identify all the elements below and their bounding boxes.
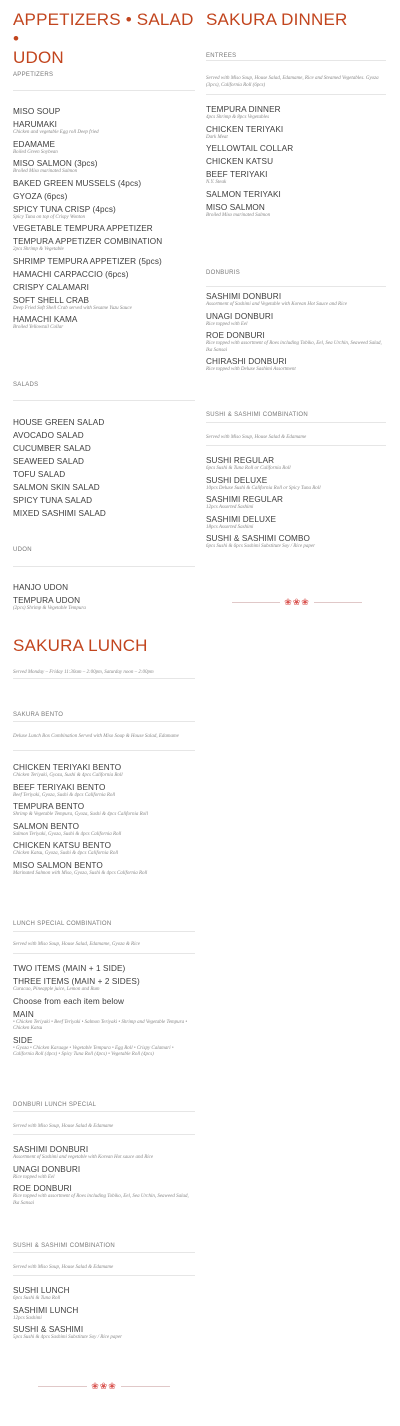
menu-item	[13, 1286, 195, 1303]
lunch-divider	[38, 1381, 170, 1391]
menu-item	[13, 315, 195, 332]
menu-item-name: CHICKEN TERIYAKI BENTO	[13, 763, 122, 772]
menu-item-name: SASHIMI DELUXE	[206, 514, 277, 524]
menu-item-name: SOFT SHELL CRAB	[13, 295, 90, 305]
menu-item	[13, 861, 195, 878]
menu-item	[206, 144, 386, 154]
menu-item-name: SUSHI LUNCH	[13, 1286, 70, 1295]
menu-item-description: Chicken Teriyaki, Gyoza, Sushi & 4pcs California Roll	[13, 773, 123, 778]
menu-item-name: MISO SALMON	[206, 202, 265, 212]
combo-rule-bottom	[206, 445, 386, 446]
menu-item-description: 6pcs Sushi & Tuna Roll or California Roll	[206, 466, 291, 471]
menu-item-name: CHICKEN KATSU BENTO	[13, 841, 112, 850]
menu-item	[13, 470, 195, 480]
menu-item-description: Curacao, Pineapple juice, Lemon and Rum	[13, 987, 100, 992]
combo-rule-top	[206, 422, 386, 423]
menu-item-description: Shrimp & Vegetable Tempura, Gyoza, Sushi & 4pcs California Roll	[13, 812, 148, 817]
menu-item-description: 6pcs Sushi & Tuna Roll	[13, 1296, 61, 1301]
special-list	[13, 964, 195, 1062]
menu-item	[13, 1325, 195, 1342]
menu-item	[13, 763, 195, 780]
menu-item-description: Rice topped with assortment of Roes including Tobiko, Eel, Sea Urchin, Seaweed Salad, Ika Sansai	[13, 1194, 189, 1206]
menu-item-description: Dark Meat	[206, 134, 228, 140]
menu-item	[13, 237, 195, 254]
menu-item-name: BEEF TERIYAKI BENTO	[13, 782, 106, 792]
menu-item	[13, 509, 195, 519]
menu-item-description: Broiled Yellowtail Collar	[13, 325, 64, 330]
menu-item-name: UNAGI DONBURI	[13, 1164, 81, 1174]
menu-item	[13, 270, 195, 280]
menu-item-name: THREE ITEMS (MAIN + 2 SIDES)	[13, 977, 140, 986]
menu-item-name: TOFU SALAD	[13, 470, 66, 479]
menu-item-name: ROE DONBURI	[206, 331, 265, 340]
menu-item	[13, 1036, 195, 1059]
menu-item	[13, 431, 195, 441]
menu-item-name: SUSHI & SASHIMI	[13, 1325, 84, 1334]
menu-item-name: CUCUMBER SALAD	[13, 444, 91, 453]
donburis-rule	[206, 286, 386, 287]
menu-item-name: SPICY TUNA SALAD	[13, 496, 93, 505]
menu-item	[13, 1145, 195, 1162]
menu-item-name: Choose from each item below	[13, 996, 125, 1006]
menu-item	[13, 822, 195, 839]
donburi-lunch-desc: Served with Miso Soup, House Salad & Edamame	[13, 1124, 114, 1129]
menu-item-description: Rice topped with Eel	[206, 321, 248, 327]
bento-rule-bottom	[13, 750, 195, 751]
menu-item-name: SHRIMP TEMPURA APPETIZER (5pcs)	[13, 256, 162, 266]
menu-item-name: TEMPURA APPETIZER COMBINATION	[13, 237, 163, 246]
menu-item-description: Broiled Miso marinated Salmon	[13, 169, 78, 174]
menu-item-description: Deep Fried Soft Shell Crab served with Sesame Yuzu Sauce	[13, 305, 132, 311]
menu-item-description: Broiled Miso marinated Salmon	[206, 212, 271, 218]
menu-item-name: SASHIMI DONBURI	[206, 292, 282, 301]
menu-item	[13, 1165, 195, 1182]
menu-item-description: Marinated Salmon with Miso, Gyoza, Sushi & 4pcs California Roll	[13, 870, 148, 876]
special-rule-bottom	[13, 953, 195, 954]
menu-item-description: (2pcs) Shrimp & Vegetable Tempura	[13, 606, 86, 611]
menu-item-name: TWO ITEMS (MAIN + 1 SIDE)	[13, 964, 126, 973]
salad-list	[13, 418, 195, 522]
menu-item-name: HAMACHI KAMA	[13, 315, 78, 324]
entrees-rule-bottom	[206, 94, 386, 95]
menu-item	[13, 192, 195, 202]
menu-item	[206, 157, 386, 167]
menu-item	[13, 444, 195, 454]
menu-item-description: 10pcs Deluxe Sushi & California Roll or Spicy Tuna Roll	[206, 485, 321, 491]
menu-item-name: SIDE	[13, 1035, 33, 1045]
menu-item-description: • Gyoza • Chicken Karaage • Vegetable Tempura • Egg Roll • Crispy Calamari • California Roll (4pcs) • Spicy Tuna Roll (4pcs) • Vegetable Roll (4pcs)	[13, 1045, 174, 1057]
combo-list	[206, 456, 386, 554]
flower-ornament-icon: ❀❀❀	[284, 597, 310, 607]
menu-item	[13, 783, 195, 800]
menu-item-name: AVOCADO SALAD	[13, 431, 84, 440]
special-desc: Served with Miso Soup, House Salad, Edamame, Gyoza & Rice	[13, 942, 140, 947]
menu-item	[206, 456, 386, 473]
menu-item-name: MISO SALMON BENTO	[13, 860, 103, 870]
menu-item-description: • Chicken Teriyaki • Beef Teriyaki • Salmon Teriyaki • Shrimp and Vegetable Tempura • Chicken Katsu	[13, 1019, 188, 1031]
menu-item-name: HAMACHI CARPACCIO (6pcs)	[13, 269, 129, 279]
menu-item	[206, 534, 386, 551]
menu-item	[13, 802, 195, 819]
menu-item-description: 4pcs Shrimp & 8pcs Vegetables	[206, 115, 270, 120]
lunch-rule	[13, 678, 195, 679]
special-label: LUNCH SPECIAL COMBINATION	[13, 921, 112, 927]
menu-item	[13, 224, 195, 234]
menu-item	[206, 357, 386, 374]
salads-label: SALADS	[13, 382, 39, 388]
appetizer-list	[13, 107, 195, 335]
menu-item	[13, 977, 195, 994]
menu-item-description: N.Y. Steak	[206, 180, 227, 185]
menu-item	[206, 495, 386, 512]
menu-item-description: 18pcs Assorted Sashimi	[206, 524, 254, 530]
menu-item	[13, 283, 195, 293]
menu-item-description: Spicy Tuna on top of Crispy Wonton	[13, 214, 86, 220]
dinner-title: SAKURA DINNER	[206, 10, 348, 29]
menu-item-name: SEAWEED SALAD	[13, 457, 85, 466]
menu-item-name: VEGETABLE TEMPURA APPETIZER	[13, 224, 153, 233]
menu-item	[13, 1010, 195, 1033]
menu-item-description: 2pcs Shrimp & Vegetable	[13, 247, 64, 252]
menu-item	[13, 496, 195, 506]
menu-item	[13, 159, 195, 176]
donburi-lunch-rule-top	[13, 1111, 195, 1112]
salads-rule	[13, 400, 195, 401]
menu-item	[206, 190, 386, 200]
menu-item	[206, 515, 386, 532]
menu-item-description: Assortment of Sashimi and Vegetable with Korean Hot Sauce and Rice	[206, 302, 347, 307]
menu-item	[206, 331, 386, 354]
menu-item	[13, 107, 195, 117]
appetizers-title-line1: APPETIZERS • SALAD •	[13, 10, 194, 48]
appetizers-rule	[13, 90, 195, 91]
menu-item	[13, 596, 195, 613]
entree-list	[206, 105, 386, 222]
menu-item-description: Beef Teriyaki, Gyoza, Sushi & 4pcs California Roll	[13, 792, 116, 798]
donburi-lunch-label: DONBURI LUNCH SPECIAL	[13, 1102, 97, 1108]
dinner-divider	[232, 597, 362, 607]
combo-lunch-list	[13, 1286, 195, 1345]
menu-item-description: 12pcs Sashimi	[13, 1315, 42, 1321]
lunch-title: SAKURA LUNCH	[13, 636, 148, 655]
menu-item-name: CHIRASHI DONBURI	[206, 357, 287, 366]
menu-item-name: HARUMAKI	[13, 120, 58, 129]
menu-item-description: 5pcs Sushi & 4pcs Sashimi Substitute Soy / Rice paper	[13, 1335, 123, 1340]
menu-item-name: TEMPURA DINNER	[206, 105, 281, 114]
menu-item-description: Chicken and vegetable Egg roll Deep fried	[13, 130, 99, 135]
menu-item-name: BAKED GREEN MUSSELS (4pcs)	[13, 178, 142, 188]
lunch-subtitle: Served Monday – Friday 11:30am – 2:00pm, Saturday noon – 2:00pm	[13, 670, 154, 675]
menu-item	[13, 583, 195, 593]
menu-item-name: TEMPURA BENTO	[13, 802, 85, 811]
menu-item-description: Salmon Teriyaki, Gyoza, Sushi & 4pcs California Roll	[13, 831, 122, 837]
combo-label: SUSHI & SASHIMI COMBINATION	[206, 412, 308, 418]
menu-item	[206, 312, 386, 329]
menu-item-name: SASHIMI DONBURI	[13, 1145, 89, 1154]
menu-item	[13, 257, 195, 267]
combo-lunch-label: SUSHI & SASHIMI COMBINATION	[13, 1243, 115, 1249]
special-rule-top	[13, 931, 195, 932]
menu-item-name: SASHIMI LUNCH	[13, 1305, 79, 1315]
menu-item-name: HANJO UDON	[13, 583, 69, 592]
menu-item	[13, 997, 195, 1007]
menu-item	[206, 125, 386, 142]
menu-item	[206, 170, 386, 187]
udon-list	[13, 583, 195, 616]
menu-item-name: SALMON TERIYAKI	[206, 189, 281, 199]
menu-item-name: ROE DONBURI	[13, 1184, 72, 1193]
menu-item-description: Rice topped with Eel	[13, 1174, 55, 1180]
menu-item-description: Rice topped with Deluxe Sashimi Assortment	[206, 367, 296, 372]
menu-item-name: SPICY TUNA CRISP (4pcs)	[13, 204, 116, 214]
menu-item-name: SALMON SKIN SALAD	[13, 483, 100, 492]
appetizers-title-line2: UDON	[13, 48, 64, 67]
bento-rule-top	[13, 721, 195, 722]
menu-item-description: Rice topped with assortment of Roes including Tobiko, Eel, Sea Urchin, Seaweed Salad, Ika Sansai	[206, 341, 382, 353]
bento-label: SAKURA BENTO	[13, 712, 64, 718]
menu-item	[13, 418, 195, 428]
lunch-section	[13, 636, 195, 1340]
combo-lunch-desc: Served with Miso Soup, House Salad & Edamame	[13, 1265, 114, 1270]
menu-item	[206, 292, 386, 309]
menu-item-name: GYOZA (6pcs)	[13, 191, 68, 201]
menu-item-name: SUSHI REGULAR	[206, 456, 275, 465]
menu-item-name: EDAMAME	[13, 139, 56, 149]
menu-item	[13, 120, 195, 137]
menu-item	[13, 1306, 195, 1323]
menu-item	[13, 140, 195, 157]
menu-item-description: Assortment of Sashimi and vegetable with Korean Hot sauce and Rice	[13, 1155, 154, 1160]
menu-item-name: TEMPURA UDON	[13, 596, 81, 605]
menu-item-description: 12pcs Assorted Sashimi	[206, 505, 254, 510]
combo-lunch-rule-top	[13, 1252, 195, 1253]
menu-item-name: BEEF TERIYAKI	[206, 170, 268, 179]
menu-item-name: SASHIMI REGULAR	[206, 495, 284, 504]
menu-item-name: MISO SALMON (3pcs)	[13, 159, 98, 168]
udon-label: UDON	[13, 547, 32, 553]
menu-item-name: YELLOWTAIL COLLAR	[206, 144, 294, 153]
menu-item-name: HOUSE GREEN SALAD	[13, 418, 105, 427]
menu-item-description: Boiled Green Soybean	[13, 149, 58, 155]
menu-item	[206, 203, 386, 220]
menu-item	[13, 457, 195, 467]
donburi-list	[206, 292, 386, 377]
menu-item-name: MISO SOUP	[13, 107, 61, 116]
menu-item-name: UNAGI DONBURI	[206, 311, 274, 321]
menu-item-name: MIXED SASHIMI SALAD	[13, 509, 106, 518]
entrees-rule-top	[206, 60, 386, 61]
donburis-label: DONBURIS	[206, 270, 241, 276]
menu-item-name: SALMON BENTO	[13, 821, 80, 831]
menu-item	[206, 105, 386, 122]
donburi-lunch-rule-bottom	[13, 1134, 195, 1135]
combo-lunch-rule-bottom	[13, 1275, 195, 1276]
menu-item-description: Chicken Katsu, Gyoza, Sushi & 4pcs California Roll	[13, 851, 119, 856]
appetizers-label: APPETIZERS	[13, 72, 54, 78]
donburi-lunch-list	[13, 1145, 195, 1210]
menu-item-name: SUSHI DELUXE	[206, 475, 268, 485]
menu-item-name: SUSHI & SASHIMI COMBO	[206, 534, 311, 543]
bento-list	[13, 763, 195, 880]
menu-item-description: 6pcs Sushi & 6pcs Sashimi Substitute Soy / Rice paper	[206, 544, 316, 549]
combo-desc: Served with Miso Soup, House Salad & Edamame	[206, 435, 307, 440]
entrees-label: ENTREES	[206, 53, 237, 59]
menu-item-name: CHICKEN TERIYAKI	[206, 124, 284, 134]
menu-item-name: CRISPY CALAMARI	[13, 282, 89, 292]
menu-item	[13, 964, 195, 974]
appetizers-title	[13, 10, 195, 67]
menu-item	[13, 483, 195, 493]
menu-item	[13, 179, 195, 189]
menu-item-name: CHICKEN KATSU	[206, 157, 274, 166]
menu-item	[13, 841, 195, 858]
menu-item	[13, 1184, 195, 1207]
entrees-desc: Served with Miso Soup, House Salad, Edamame, Rice and Steamed Vegetables. Gyoza (3pcs), California Roll (6pcs)	[206, 76, 379, 88]
flower-ornament-icon: ❀❀❀	[91, 1381, 117, 1391]
menu-item	[206, 476, 386, 493]
menu-item	[13, 296, 195, 313]
menu-item-name: MAIN	[13, 1009, 34, 1019]
bento-desc: Deluxe Lunch Box Combination Served with Miso Soup & House Salad, Edamame	[13, 734, 179, 739]
menu-item	[13, 205, 195, 222]
udon-rule	[13, 566, 195, 567]
